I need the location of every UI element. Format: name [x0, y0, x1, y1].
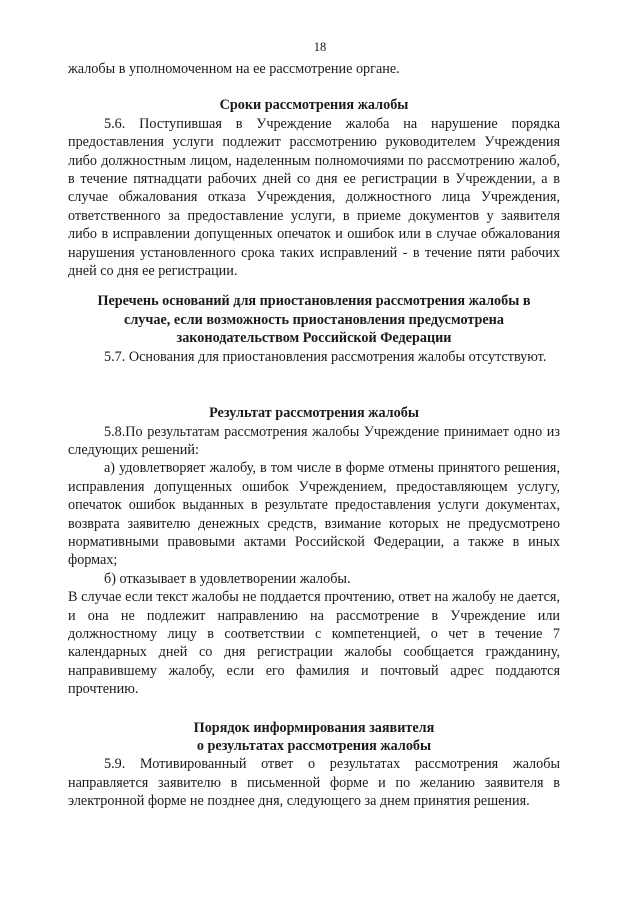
- paragraph-5-6: 5.6. Поступившая в Учреждение жалоба на нарушение порядка предоставления услуги подлежит рассмотрению руководителем Учреждения либо должностным лицом, наделенным полномочиями по рассмотрению жалоб, в течение пятнадцати рабочих дней со дня ее регистрации в Учреждении, а в случае обжалования отказа Учреждения, должностного лица Учреждения, ответственного за предоставление услуги, в приеме документов у заявителя либо в исправлении допущенных опечаток и ошибок или в случае обжалования нарушения установленного срока таких исправлений - в течение пяти рабочих дней со дня ее регистрации.: [68, 115, 560, 280]
- heading-review-terms: Сроки рассмотрения жалобы: [219, 97, 409, 114]
- heading-review-result: Результат рассмотрения жалобы: [209, 405, 419, 422]
- heading-informing-applicant: [68, 719, 560, 756]
- heading-suspension-grounds: [68, 292, 560, 347]
- heading-informing-line-2: о результатах рассмотрения жалобы: [196, 738, 432, 754]
- intro-line: жалобы в уполномоченном на ее рассмотрение органе.: [68, 61, 400, 77]
- heading-informing-line-1: Порядок информирования заявителя: [193, 719, 435, 736]
- paragraph-5-8-b: б) отказывает в удовлетворении жалобы.: [104, 570, 351, 587]
- paragraph-5-8-a: а) удовлетворяет жалобу, в том числе в форме отмены принятого решения, исправления допущенных ошибок Учреждением, предоставляющем услугу, опечаток ошибок выданных в результате предоставления услуги документах, возврата заявителю денежных средств, взимание которых не предусмотрено нормативными правовыми актами Российской Федерации, а также в иных формах;: [68, 460, 560, 569]
- heading-suspension-line-2: случае, если возможность приостановления предусмотрена: [124, 311, 504, 328]
- paragraph-unreadable-complaint: В случае если текст жалобы не поддается прочтению, ответ на жалобу не дается, и она не подлежит направлению на рассмотрение в Учреждение или должностному лицу в соответствии с компетенцией, о чет в течение 7 календарных дней со дня регистрации жалобы сообщается гражданину, направившему жалобу, если его фамилия и почтовый адрес поддаются прочтению.: [68, 589, 560, 698]
- paragraph-5-9: 5.9. Мотивированный ответ о результатах рассмотрения жалобы направляется заявителю в письменной форме и по желанию заявителя в электронной форме не позднее дня, следующего за днем принятия решения.: [68, 756, 560, 810]
- heading-suspension-line-1: Перечень оснований для приостановления рассмотрения жалобы в: [97, 293, 531, 310]
- paragraph-5-8: 5.8.По результатам рассмотрения жалобы Учреждение принимает одно из следующих решений:: [68, 423, 560, 458]
- page-content: [68, 60, 560, 811]
- paragraph-5-7: 5.7. Основания для приостановления рассмотрения жалобы отсутствуют.: [104, 348, 547, 365]
- page-number: 18: [313, 40, 327, 54]
- heading-suspension-line-3: законодательством Российской Федерации: [176, 330, 452, 347]
